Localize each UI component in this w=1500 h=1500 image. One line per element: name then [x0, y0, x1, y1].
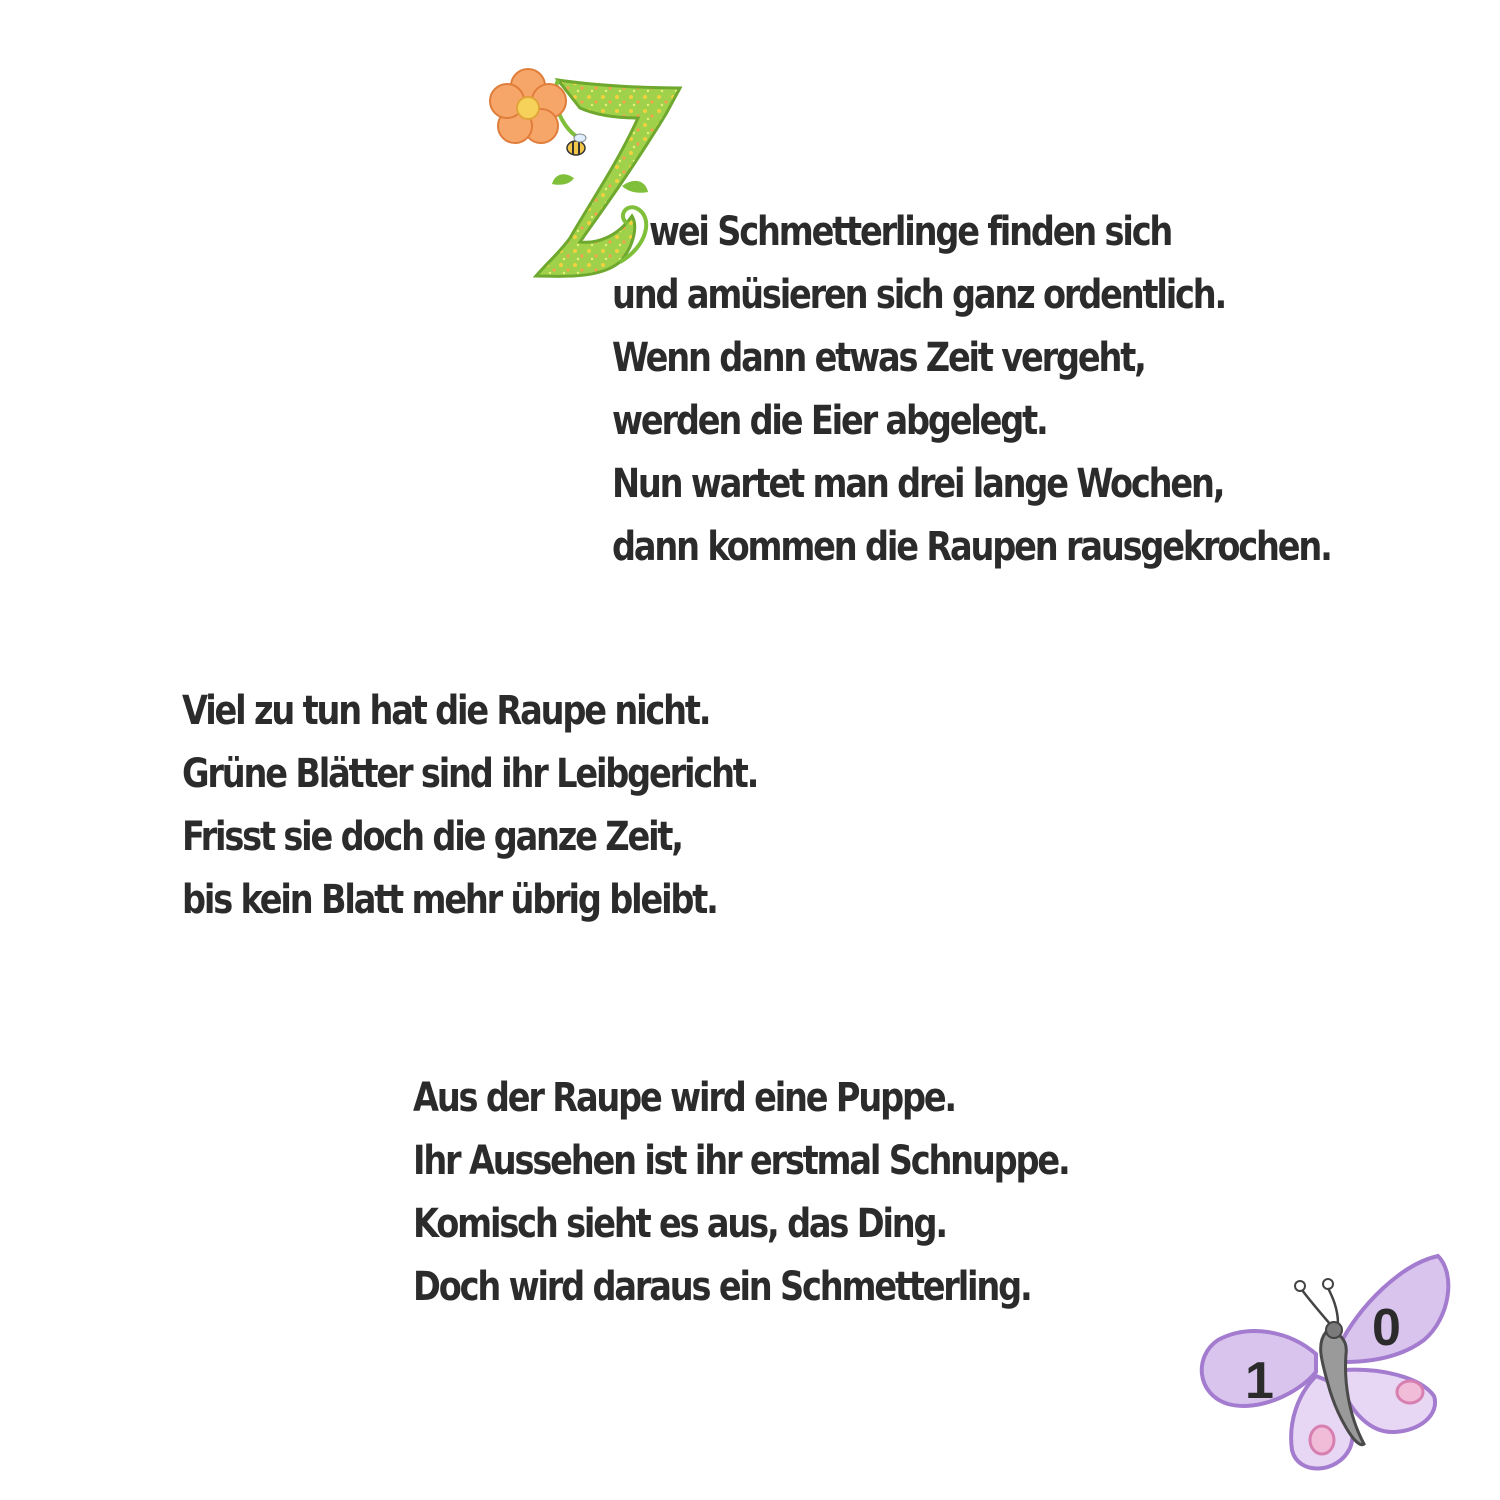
stanza-1: [612, 201, 1468, 579]
poem-line: dann kommen die Raupen rausgekrochen.: [612, 524, 1331, 570]
poem-line: wei Schmetterlinge finden sich: [648, 209, 1172, 255]
stanza-2: [182, 680, 867, 932]
poem-line: werden die Eier abgelegt.: [612, 398, 1047, 444]
stanza-3: [413, 1067, 1193, 1319]
poem-line: bis kein Blatt mehr übrig bleibt.: [182, 877, 717, 923]
butterfly-icon: [1188, 1244, 1458, 1480]
poem-line: Komisch sieht es aus, das Ding.: [413, 1201, 946, 1247]
poem-line: und amüsieren sich ganz ordentlich.: [612, 272, 1226, 318]
page-number-digit-1: 1: [1245, 1352, 1274, 1410]
poem-line: Nun wartet man drei lange Wochen,: [612, 461, 1224, 507]
poem-line: Ihr Aussehen ist ihr erstmal Schnuppe.: [413, 1138, 1069, 1184]
poem-line: Doch wird daraus ein Schmetterling.: [413, 1264, 1031, 1310]
poem-line: Aus der Raupe wird eine Puppe.: [413, 1075, 956, 1121]
page-number-digit-2: 0: [1372, 1299, 1401, 1357]
poem-line: Grüne Blätter sind ihr Leibgericht.: [182, 751, 758, 797]
poem-line: Viel zu tun hat die Raupe nicht.: [182, 688, 710, 734]
poem-line: Wenn dann etwas Zeit vergeht,: [612, 335, 1145, 381]
poem-line: Frisst sie doch die ganze Zeit,: [182, 814, 682, 860]
